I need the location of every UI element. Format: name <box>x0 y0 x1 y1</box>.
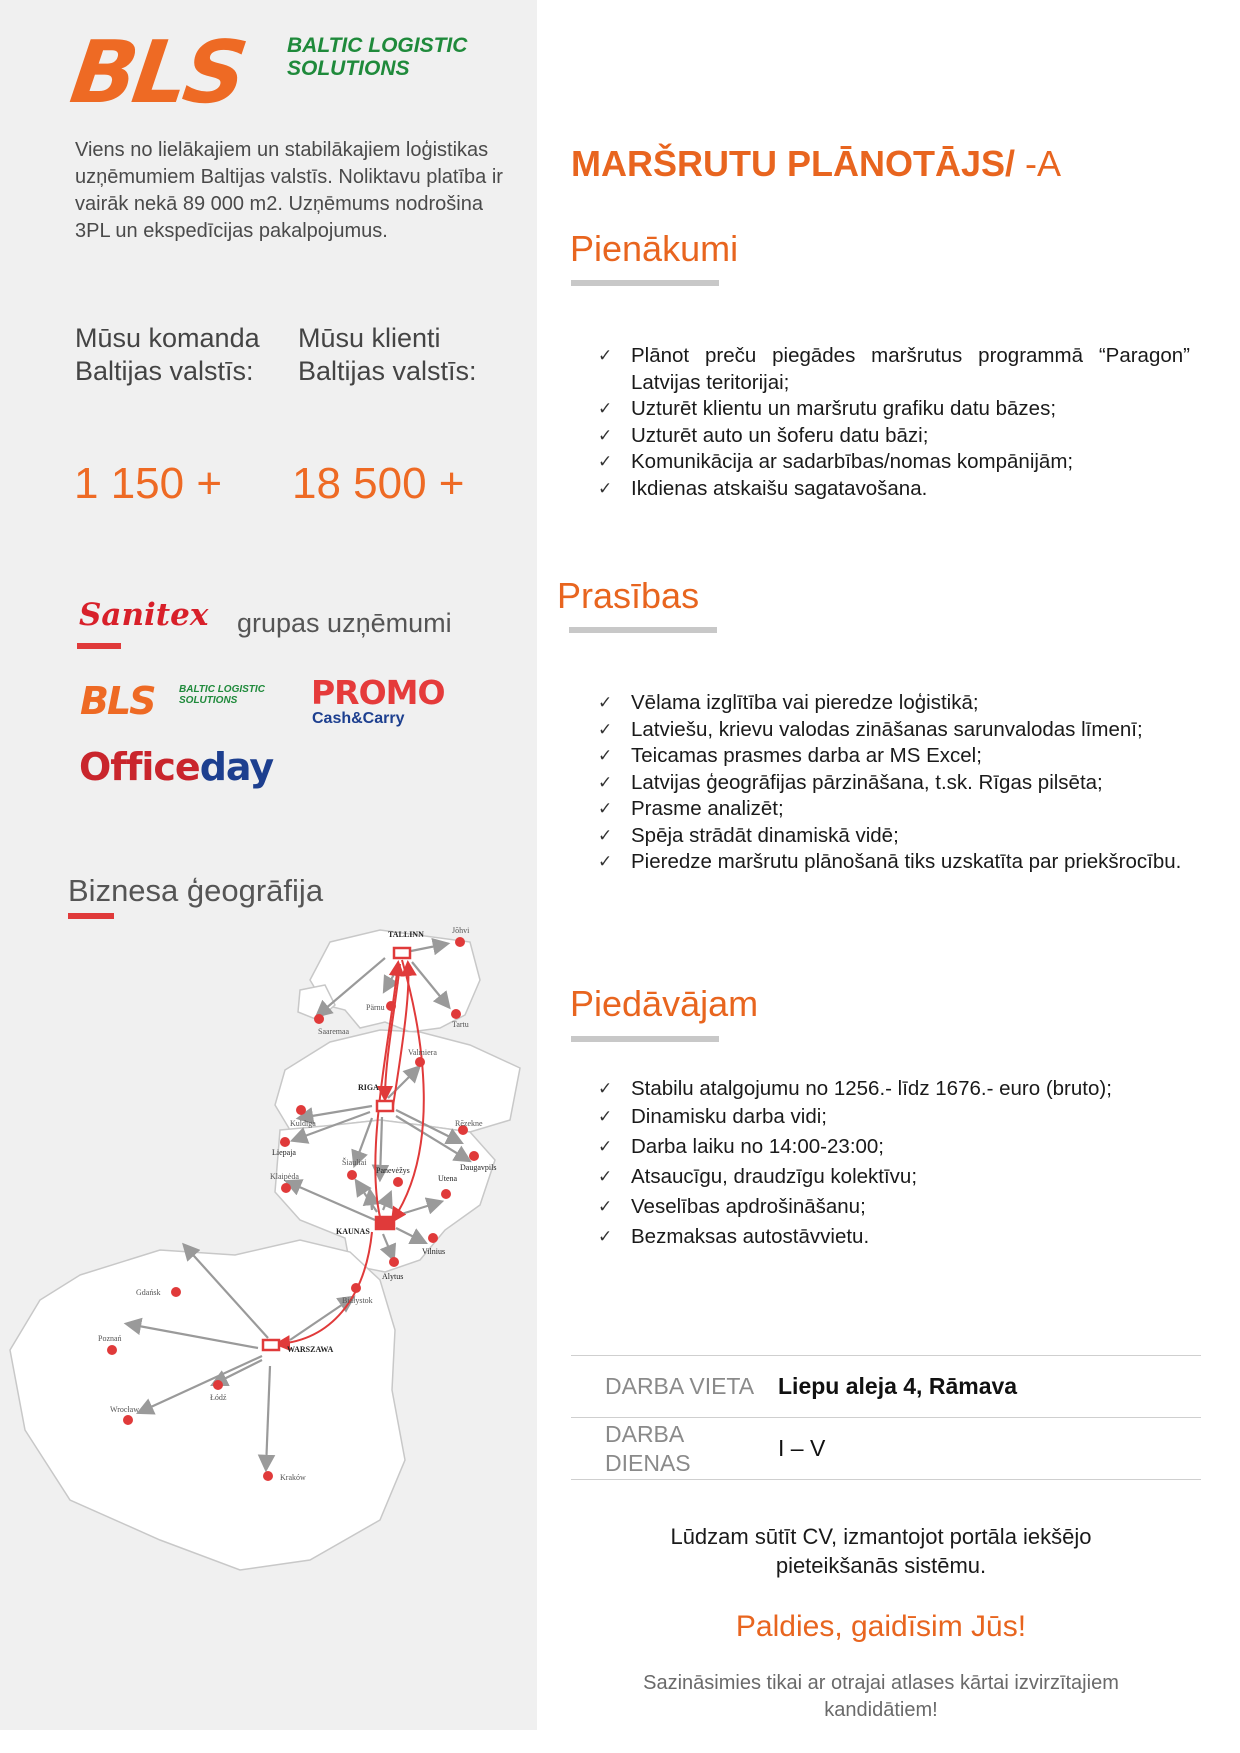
job-title-main: MARŠRUTU PLĀNOTĀJS/ <box>571 143 1016 184</box>
label-parnu: Pärnu <box>366 1003 385 1012</box>
label-warszawa: WARSZAWA <box>287 1345 334 1354</box>
label-kaunas: KAUNAS <box>336 1227 370 1236</box>
list-item: ✓ Veselības apdrošināšanu; <box>631 1194 1151 1220</box>
days-label-line2: DIENAS <box>605 1449 691 1476</box>
days-label-line1: DARBA <box>605 1420 685 1447</box>
pin-liepaja <box>280 1137 290 1147</box>
note-line1: Sazināsimies tikai ar otrajai atlases kārtai izvirzītajiem <box>643 1672 1119 1694</box>
job-title-suffix: -A <box>1015 143 1062 184</box>
bls-mini-sub-line2: SOLUTIONS <box>179 695 238 706</box>
pin-daugavpils <box>469 1151 479 1161</box>
label-lodz: Łódź <box>210 1393 227 1402</box>
pin-klaipeda <box>281 1183 291 1193</box>
bls-logo-sub-line1: BALTIC LOGISTIC <box>287 34 468 57</box>
pin-tartu <box>451 1009 461 1019</box>
thanks-message: Paldies, gaidīsim Jūs! <box>735 1610 1027 1643</box>
pin-siauliai <box>347 1170 357 1180</box>
label-riga: RIGA <box>358 1083 379 1092</box>
label-johvi: Jõhvi <box>452 926 470 935</box>
list-item: ✓ Vēlama izglītība vai pieredze loģistikā; <box>631 690 1190 717</box>
bls-logo-text: BLS <box>64 23 250 123</box>
label-siauliai: Šiauliai <box>342 1158 367 1167</box>
team-label-line2: Baltijas valstīs: <box>75 356 254 386</box>
pin-utena <box>441 1189 451 1199</box>
offer-list <box>631 1073 1151 1254</box>
label-liepaja: Liepaja <box>272 1148 296 1157</box>
poland-shape <box>10 1240 405 1570</box>
label-kuldiga: Kuldīga <box>290 1119 316 1128</box>
list-item: ✓ Uzturēt auto un šoferu datu bāzi; <box>631 423 1190 450</box>
clients-label-line1: Mūsu klienti <box>298 323 441 353</box>
bls-logo <box>64 23 250 123</box>
officeday-part1: Office <box>79 745 200 789</box>
clients-label-line2: Baltijas valstīs: <box>298 356 477 386</box>
label-gdansk: Gdańsk <box>136 1288 161 1297</box>
pin-poznan <box>107 1345 117 1355</box>
requirements-list <box>631 690 1190 876</box>
place-label: DARBA VIETA <box>605 1373 755 1399</box>
list-item: ✓ Latvijas ģeogrāfijas pārzināšana, t.sk. Rīgas pilsēta; <box>631 770 1190 797</box>
job-title <box>571 143 1061 185</box>
label-poznan: Poznań <box>98 1334 122 1343</box>
apply-line2: pieteikšanās sistēmu. <box>775 1553 987 1578</box>
geography-underline <box>68 913 114 919</box>
label-krakow: Kraków <box>280 1473 306 1482</box>
promo-logo-subtitle: Cash&Carry <box>312 710 405 727</box>
label-wroclaw: Wrocław <box>110 1405 139 1414</box>
list-item: ✓ Plānot preču piegādes maršrutus programmā “Paragon” Latvijas teritorijai; <box>631 343 1190 396</box>
pin-bialystok <box>351 1283 361 1293</box>
pin-johvi <box>455 937 465 947</box>
label-rezekne: Rēzekne <box>455 1119 483 1128</box>
days-label <box>571 1420 778 1478</box>
sanitex-logo: Sanitex <box>79 597 209 633</box>
list-item: ✓ Darba laiku no 14:00-23:00; <box>631 1134 1151 1160</box>
list-item: ✓ Stabilu atalgojumu no 1256.- līdz 1676.- euro (bruto); <box>631 1073 1151 1104</box>
info-row-place <box>571 1356 1201 1418</box>
hub-kaunas <box>376 1217 394 1229</box>
pin-lodz <box>213 1380 223 1390</box>
pin-valmiera <box>415 1057 425 1067</box>
list-item: ✓ Pieredze maršrutu plānošanā tiks uzskatīta par priekšrocību. <box>631 849 1190 876</box>
sanitex-underline <box>77 643 121 649</box>
label-klaipeda: Klaipėda <box>270 1172 299 1181</box>
team-label <box>75 322 260 388</box>
list-item: ✓ Ikdienas atskaišu sagatavošana. <box>631 476 1190 503</box>
team-label-line1: Mūsu komanda <box>75 323 260 353</box>
pin-parnu <box>386 1001 396 1011</box>
pin-gdansk <box>171 1287 181 1297</box>
officeday-logo <box>79 745 274 789</box>
list-item: ✓ Bezmaksas autostāvvietu. <box>631 1224 1151 1250</box>
note-line2: kandidātiem! <box>824 1699 938 1721</box>
bls-mini-logo-subtitle <box>179 684 265 706</box>
days-value: I – V <box>778 1435 826 1461</box>
label-alytus: Alytus <box>382 1272 404 1281</box>
duties-heading: Pienākumi <box>570 228 739 269</box>
offer-underline <box>571 1036 719 1042</box>
bls-mini-sub-line1: BALTIC LOGISTIC <box>179 684 265 695</box>
bls-mini-logo: BLS <box>80 679 155 723</box>
label-vilnius: Vilnius <box>422 1247 446 1256</box>
officeday-part2: day <box>199 745 274 789</box>
list-item: ✓ Prasme analizēt; <box>631 796 1190 823</box>
place-value: Liepu aleja 4, Rāmava <box>778 1373 1018 1399</box>
hub-warszawa <box>263 1340 279 1350</box>
duties-underline <box>571 280 719 286</box>
pin-saaremaa <box>314 1014 324 1024</box>
bls-logo-subtitle <box>287 34 467 80</box>
list-item: ✓ Spēja strādāt dinamiskā vidē; <box>631 823 1190 850</box>
label-valmiera: Valmiera <box>408 1048 437 1057</box>
list-item: ✓ Latviešu, krievu valodas zināšanas sarunvalodas līmenī; <box>631 717 1190 744</box>
requirements-heading: Prasības <box>557 575 700 616</box>
clients-label <box>298 322 477 388</box>
geography-title: Biznesa ģeogrāfija <box>68 873 324 908</box>
job-info-table <box>571 1355 1201 1480</box>
contact-note <box>571 1670 1191 1724</box>
list-item: ✓ Teicamas prasmes darba ar MS Excel; <box>631 743 1190 770</box>
label-tartu: Tartu <box>452 1020 469 1029</box>
list-item: ✓ Dinamisku darba vidi; <box>631 1104 1151 1130</box>
label-daugavpils: Daugavpils <box>460 1163 497 1172</box>
business-geography-map <box>0 920 537 1620</box>
promo-logo: PROMO <box>311 673 445 712</box>
info-row-days <box>571 1418 1201 1480</box>
pin-panevezys <box>393 1177 403 1187</box>
list-item: ✓ Komunikācija ar sadarbības/nomas kompānijām; <box>631 449 1190 476</box>
list-item: ✓ Atsaucīgu, draudzīgu kolektīvu; <box>631 1164 1151 1190</box>
pin-krakow <box>263 1471 273 1481</box>
pin-kuldiga <box>296 1105 306 1115</box>
label-saaremaa: Saaremaa <box>318 1027 350 1036</box>
company-intro: Viens no lielākajiem un stabilākajiem loģistikas uzņēmumiem Baltijas valstīs. Noliktavu platība ir vairāk nekā 89 000 m2. Uzņēmums nodrošina 3PL un ekspedīcijas pakalpojumus. <box>75 139 503 242</box>
label-tallinn: TALLINN <box>388 930 424 939</box>
pin-vilnius <box>428 1233 438 1243</box>
duties-list <box>631 343 1190 502</box>
clients-count: 18 500 + <box>292 459 465 508</box>
hub-tallinn <box>394 948 410 958</box>
team-count: 1 150 + <box>74 459 223 508</box>
apply-instructions <box>571 1522 1191 1580</box>
pin-alytus <box>389 1257 399 1267</box>
label-utena: Utena <box>438 1174 458 1183</box>
group-companies-label: grupas uzņēmumi <box>237 608 452 638</box>
label-bialystok: Białystok <box>342 1296 373 1305</box>
hub-riga <box>377 1101 393 1111</box>
pin-wroclaw <box>123 1415 133 1425</box>
apply-line1: Lūdzam sūtīt CV, izmantojot portāla iekšējo <box>670 1524 1092 1549</box>
requirements-underline <box>569 627 717 633</box>
label-panevezys: Panevėžys <box>376 1166 410 1175</box>
list-item: ✓ Uzturēt klientu un maršrutu grafiku datu bāzes; <box>631 396 1190 423</box>
offer-heading: Piedāvājam <box>570 983 759 1024</box>
bls-logo-sub-line2: SOLUTIONS <box>287 57 410 80</box>
